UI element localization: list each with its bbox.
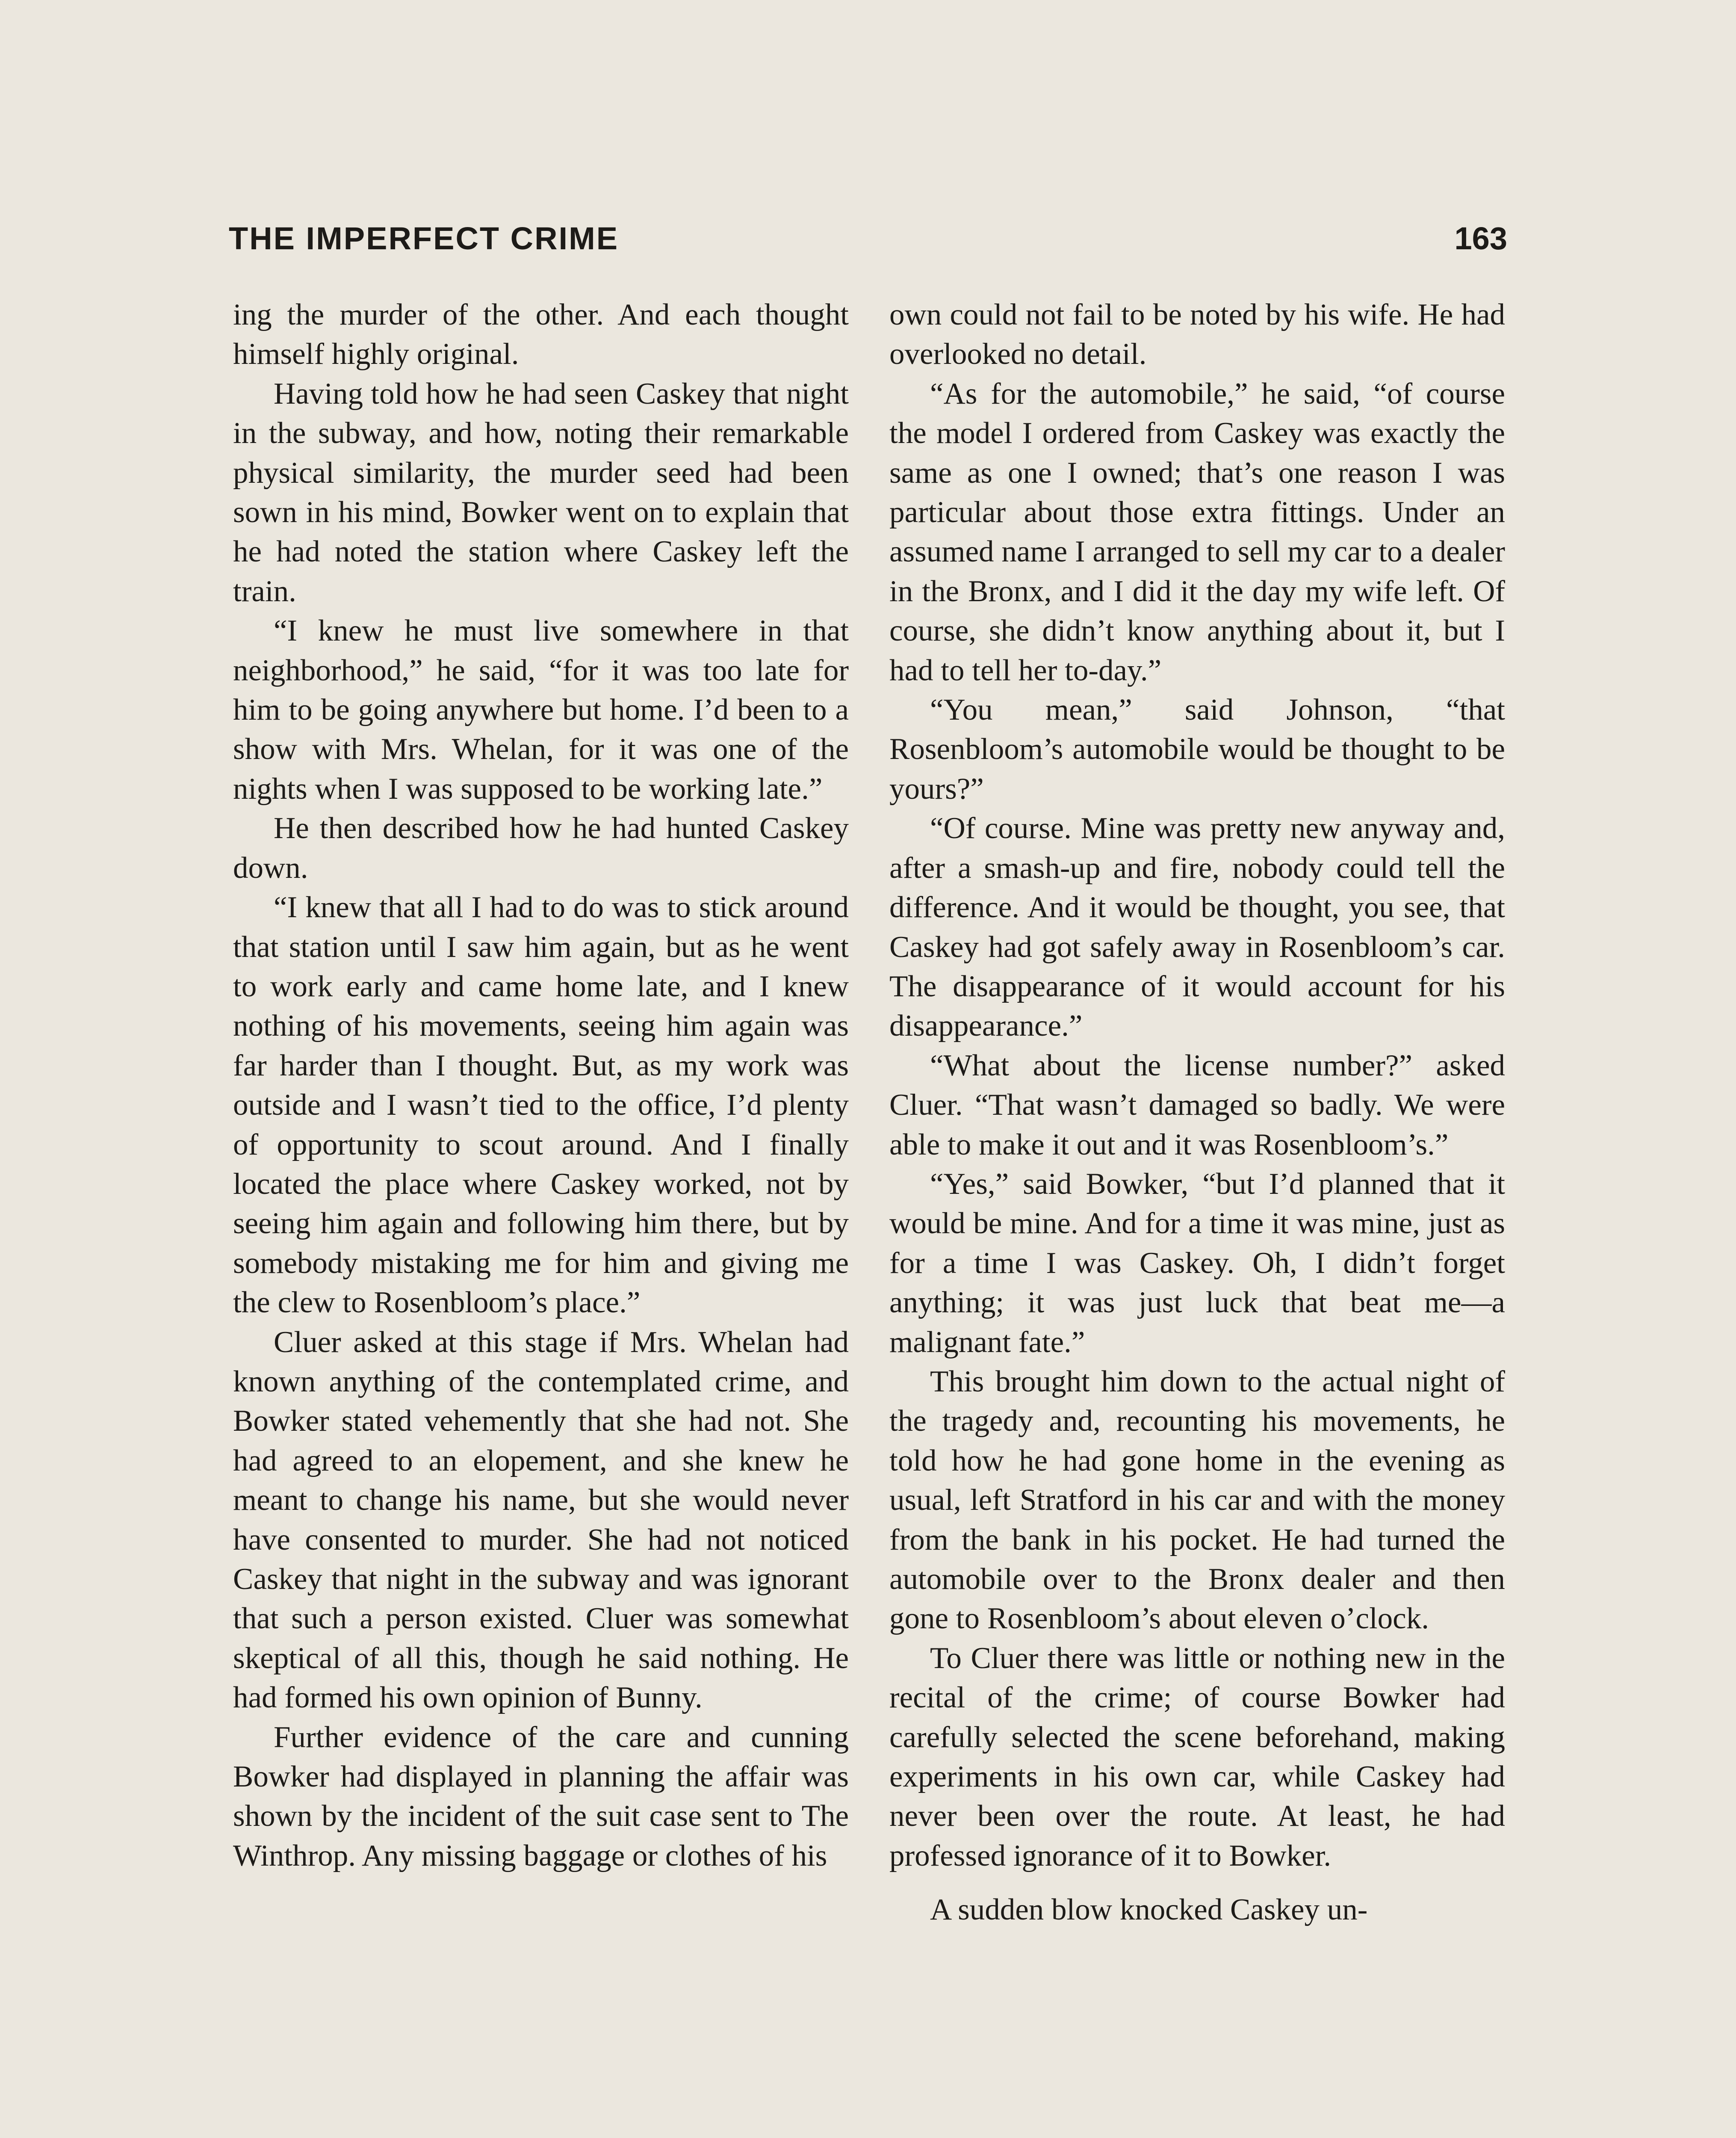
paragraph: “I knew he must live somewhere in that neighborhood,” he said, “for it was too late for him to be going anywhere but home. I’d been to a show with Mrs. Whelan, for it was one of the nights when I was supposed to be working late.” (233, 614, 849, 806)
paragraph: “As for the automobile,” he said, “of course the model I ordered from Caskey was exactly the same as one I owned; that’s one reason I was particular about those extra fittings. Under an assumed name I arranged to sell my car to a dealer in the Bronx, and I did it the day my wife left. Of course, she didn’t know anything about it, but I had to tell her to-day.” (889, 377, 1505, 687)
paragraph: “I knew that all I had to do was to stick around that station until I saw him again, but as he went to work early and came home late, and I knew nothing of his movements, seeing him again was far harder than I thought. But, as my work was outside and I wasn’t tied to the office, I’d plenty of opportunity to scout around. And I finally located the place where Caskey worked, not by seeing him again and following him there, but by somebody mistaking me for him and giving me the clew to Rosenbloom’s place.” (233, 891, 849, 1320)
paragraph: To Cluer there was little or nothing new in the recital of the crime; of course Bowker had carefully selected the scene beforehand, making experiments in his own car, while Caskey had never been over the route. At least, he had professed ignorance of it to Bowker. (889, 1641, 1505, 1872)
page-header (229, 220, 1507, 259)
paragraph: “Of course. Mine was pretty new anyway and, after a smash-up and fire, nobody could tell the difference. And it would be thought, you see, that Caskey had got safely away in Rosenbloom’s car. The disappearance of it would account for his disappearance.” (889, 812, 1505, 1043)
right-column (889, 295, 1505, 1930)
page-number: 163 (1454, 221, 1507, 256)
paragraph: “You mean,” said Johnson, “that Rosenbloom’s automobile would be thought to be yours?” (889, 693, 1505, 806)
paragraph: ing the murder of the other. And each thought himself highly original. (233, 298, 849, 371)
paragraph: Having told how he had seen Caskey that night in the subway, and how, noting their remarkable physical similarity, the murder seed had been sown in his mind, Bowker went on to explain that he had noted the station where Caskey left the train. (233, 377, 849, 608)
paragraph: Further evidence of the care and cunning Bowker had displayed in planning the affair was shown by the incident of the suit case sent to The Winthrop. Any missing baggage or clothes of his (233, 1720, 849, 1872)
paragraph: He then described how he had hunted Caskey down. (233, 812, 849, 885)
paragraph: “Yes,” said Bowker, “but I’d planned that it would be mine. And for a time it was mine, just as for a time I was Caskey. Oh, I didn’t forget anything; it was just luck that beat me—a malignant fate.” (889, 1167, 1505, 1359)
paragraph: Cluer asked at this stage if Mrs. Whelan had known anything of the contemplated crime, and Bowker stated vehemently that she had not. She had agreed to an elopement, and she knew he meant to change his name, but she would never have consented to murder. She had not noticed Caskey that night in the subway and was ignorant that such a person existed. Cluer was somewhat skeptical of all this, though he said nothing. He had formed his own opinion of Bunny. (233, 1325, 849, 1715)
running-title: THE IMPERFECT CRIME (229, 221, 619, 256)
left-column (233, 295, 849, 1875)
paragraph: This brought him down to the actual night of the tragedy and, recounting his movements, he told how he had gone home in the evening as usual, left Stratford in his car and with the money from the bank in his pocket. He had turned the automobile over to the Bronx dealer and then gone to Rosenbloom’s about eleven o’clock. (889, 1364, 1505, 1636)
paragraph: “What about the license number?” asked Cluer. “That wasn’t damaged so badly. We were able to make it out and it was Rosenbloom’s.” (889, 1048, 1505, 1161)
paragraph: own could not fail to be noted by his wife. He had overlooked no detail. (889, 298, 1505, 371)
paragraph: A sudden blow knocked Caskey un- (930, 1893, 1368, 1927)
